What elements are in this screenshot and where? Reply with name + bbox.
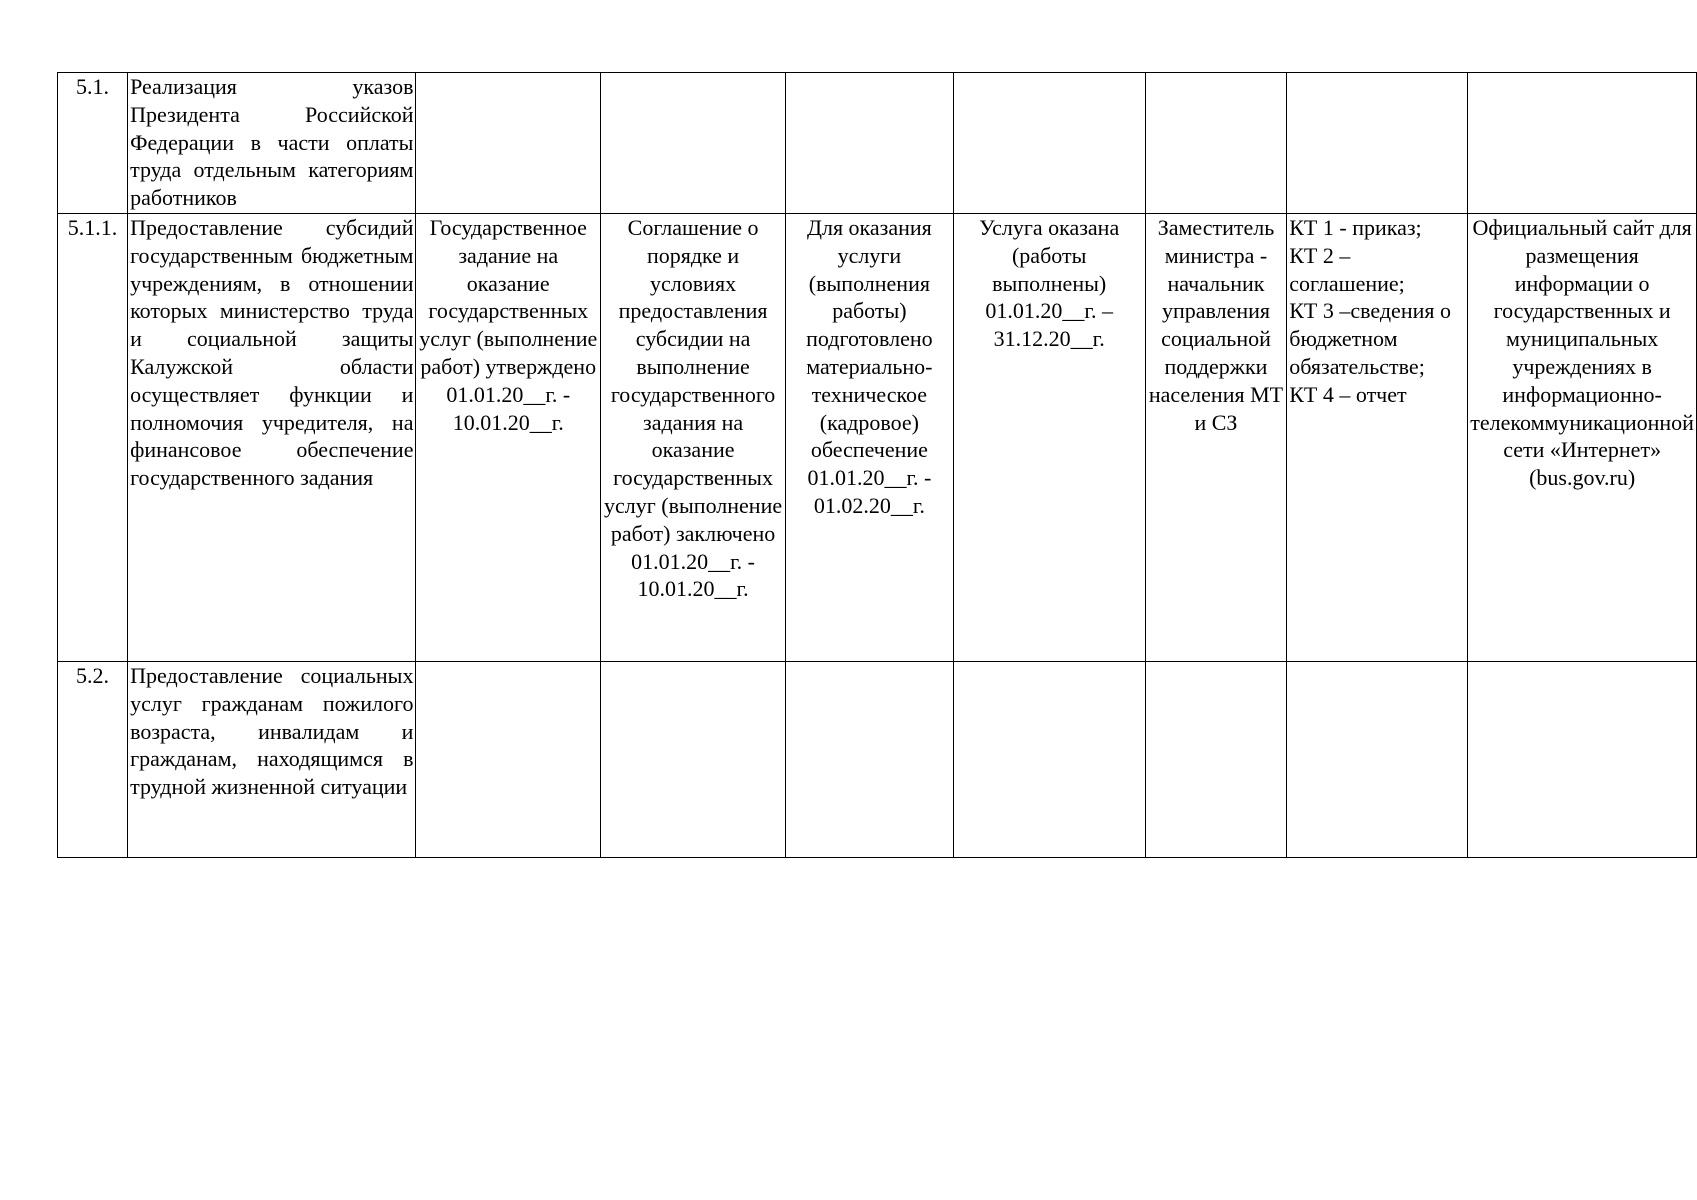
empty-cell [601,662,786,858]
support-cell: Для оказания услуги (выполнения работы) подготовлено материально-техническое (кадровое) обеспечение 01.01.20__г. - 01.02.20__г. [786,214,954,662]
empty-cell [953,662,1145,858]
empty-cell [1145,73,1287,214]
control-points-cell [1287,214,1468,662]
table-row [58,214,1697,662]
empty-cell [1468,662,1697,858]
plan-table [57,72,1697,858]
empty-cell [1287,73,1468,214]
empty-cell [416,662,601,858]
empty-cell [601,73,786,214]
responsible-cell: Заместитель министра - начальник управления социальной поддержки населения МТ и СЗ [1145,214,1287,662]
control-point-item: КТ 4 – отчет [1289,381,1407,407]
empty-cell [786,662,954,858]
info-source-cell: Официальный сайт для размещения информации о государственных и муниципальных учреждениях в информационно-телекоммуникационной сети «Интернет» (bus.gov.ru) [1468,214,1697,662]
table-row [58,73,1697,214]
row-name: Предоставление социальных услуг гражданам пожилого возраста, инвалидам и гражданам, находящимся в трудной жизненной ситуации [128,662,416,858]
table-row [58,662,1697,858]
control-point-item: КТ 3 –сведения о бюджетном обязательстве; [1289,298,1451,379]
agreement-cell: Соглашение о порядке и условиях предоставления субсидии на выполнение государственного задания на оказание государственных услуг (выполнение работ) заключено 01.01.20__г. - 10.01.20__г. [601,214,786,662]
row-number: 5.1.1. [58,214,128,662]
service-cell: Услуга оказана (работы выполнены) 01.01.20__г. – 31.12.20__г. [953,214,1145,662]
row-name: Реализация указов Президента Российской Федерации в части оплаты труда отдельным категориям работников [128,73,416,214]
empty-cell [416,73,601,214]
empty-cell [953,73,1145,214]
control-point-item: КТ 2 – соглашение; [1289,242,1405,296]
empty-cell [1145,662,1287,858]
state-task-cell: Государственное задание на оказание государственных услуг (выполнение работ) утверждено 01.01.20__г. - 10.01.20__г. [416,214,601,662]
empty-cell [786,73,954,214]
empty-cell [1287,662,1468,858]
row-number: 5.1. [58,73,128,214]
row-name: Предоставление субсидий государственным бюджетным учреждениям, в отношении которых министерство труда и социальной защиты Калужской области осуществляет функции и полномочия учредителя, на финансовое обеспечение государственного задания [128,214,416,662]
control-point-item: КТ 1 - приказ; [1289,215,1422,240]
empty-cell [1468,73,1697,214]
row-number: 5.2. [58,662,128,858]
